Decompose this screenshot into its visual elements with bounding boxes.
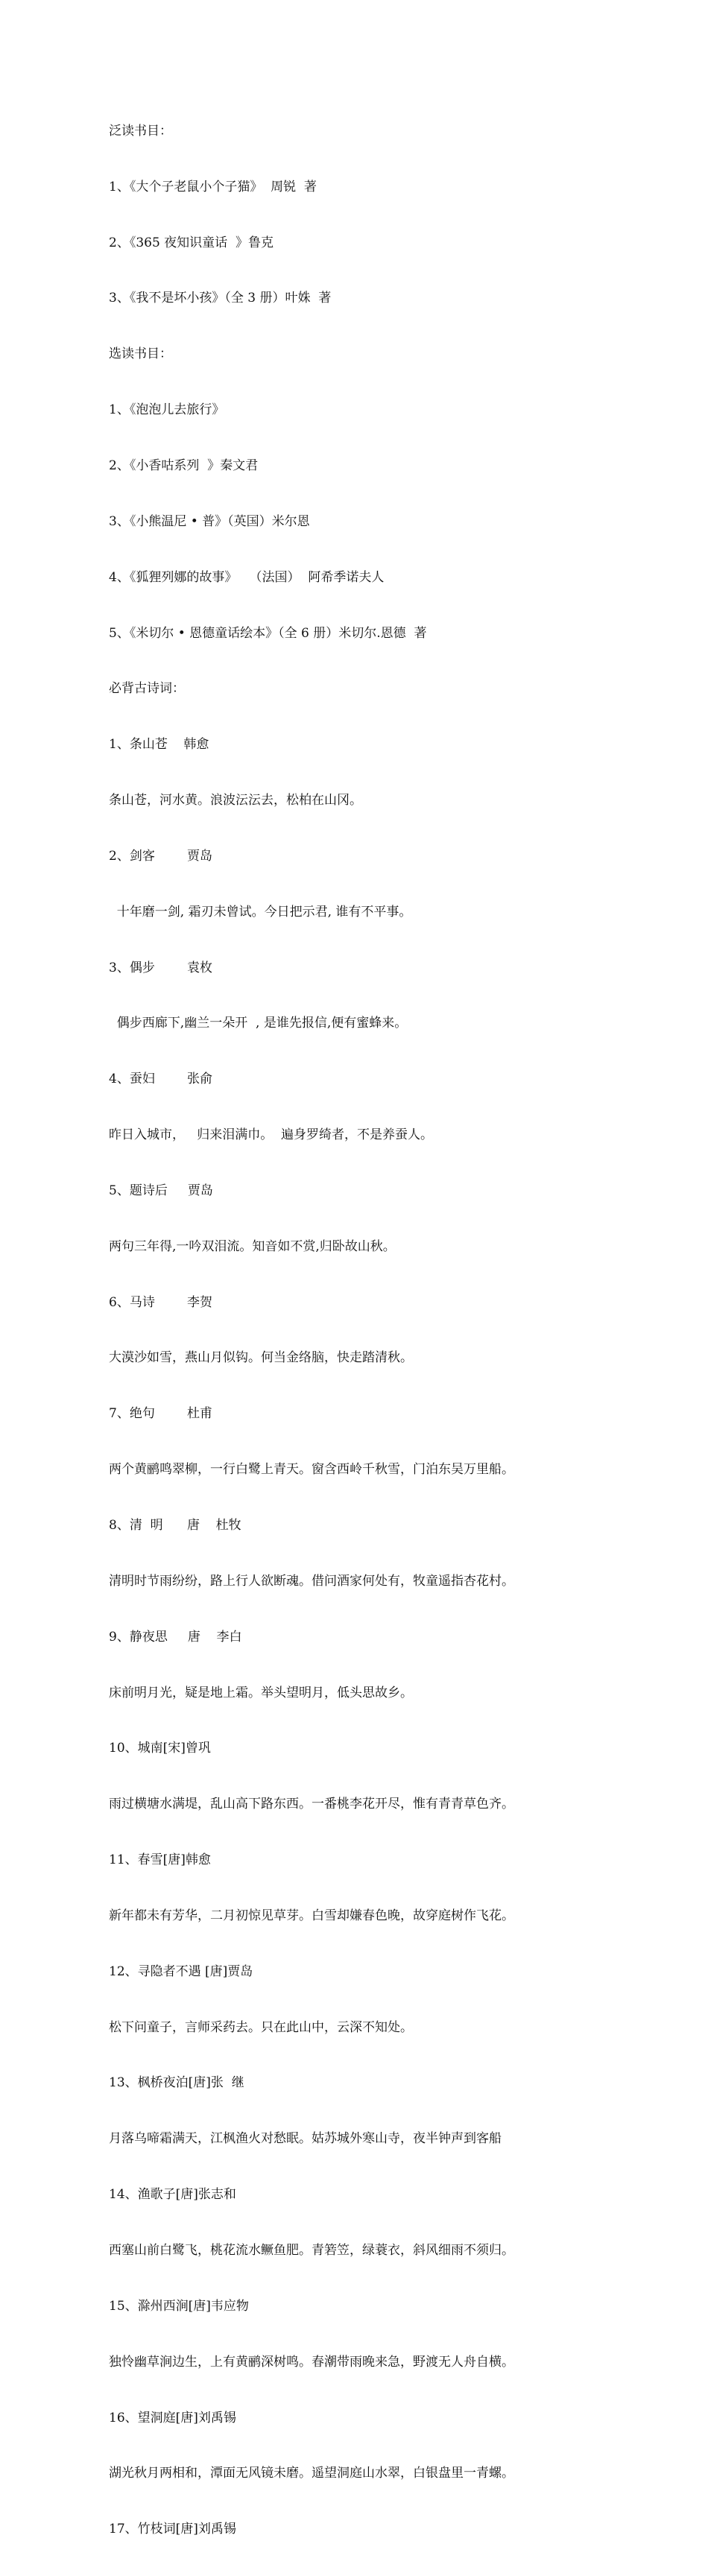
book-list-item: 2、《小香咕系列 》秦文君 [109, 458, 259, 473]
poem-text: 偶步西廊下,幽兰一朵开 , 是谁先报信,便有蜜蜂来。 [109, 1016, 408, 1031]
book-list-item: 4、《狐狸列娜的故事》 （法国） 阿希季诺夫人 [109, 569, 385, 585]
section-heading-poems: 必背古诗词： [109, 681, 185, 697]
poem-text: 昨日入城市， 归来泪满巾。 遍身罗绮者，不是养蚕人。 [109, 1127, 434, 1143]
poem-text: 松下问童子，言师采药去。只在此山中，云深不知处。 [109, 2019, 413, 2035]
poem-text: 清明时节雨纷纷，路上行人欲断魂。借问酒家何处有，牧童遥指杏花村。 [109, 1573, 514, 1589]
poem-title: 3、偶步 袁枚 [109, 960, 213, 975]
poem-text: 大漠沙如雪，燕山月似钩。何当金络脑，快走踏清秋。 [109, 1350, 413, 1366]
poem-title: 4、蚕妇 张俞 [109, 1072, 213, 1087]
poem-text: 两句三年得,一吟双泪流。知音如不赏,归卧故山秋。 [109, 1238, 396, 1254]
poem-title: 2、剑客 贾岛 [109, 848, 213, 864]
poem-title: 8、清 明 唐 杜牧 [109, 1518, 241, 1533]
poem-text: 雨过横塘水满堤，乱山高下路东西。一番桃李花开尽，惟有青青草色齐。 [109, 1797, 514, 1812]
poem-text: 湖光秋月两相和，潭面无风镜未磨。遥望洞庭山水翠，白银盘里一青螺。 [109, 2466, 514, 2481]
poem-title: 6、马诗 李贺 [109, 1294, 213, 1310]
book-list-item: 3、《我不是坏小孩》（全 3 册）叶姝 著 [109, 291, 332, 306]
poem-text: 新年都未有芳华，二月初惊见草芽。白雪却嫌春色晚，故穿庭树作飞花。 [109, 1908, 514, 1923]
poem-text: 月落乌啼霜满天，江枫渔火对愁眠。姑苏城外寒山寺，夜半钟声到客船 [109, 2131, 502, 2147]
document-body [109, 85, 645, 2576]
poem-title: 10、城南[宋]曾巩 [109, 1741, 211, 1756]
poem-text: 西塞山前白鹭飞，桃花流水鳜鱼肥。青箬笠，绿蓑衣，斜风细雨不须归。 [109, 2242, 514, 2258]
poem-title: 11、春雪[唐]韩愈 [109, 1852, 211, 1868]
poem-title: 1、条山苍 韩愈 [109, 737, 209, 753]
poem-text: 条山苍，河水黄。浪波沄沄去，松柏在山冈。 [109, 793, 362, 808]
poem-title: 9、静夜思 唐 李白 [109, 1629, 242, 1645]
book-list-item: 1、《泡泡儿去旅行》 [109, 402, 225, 418]
poem-title: 13、枫桥夜泊[唐]张 继 [109, 2075, 244, 2091]
poem-title: 12、寻隐者不遇 [唐]贾岛 [109, 1963, 253, 1979]
poem-title: 5、题诗后 贾岛 [109, 1183, 213, 1198]
poem-title: 15、滁州西涧[唐]韦应物 [109, 2298, 249, 2314]
poem-title: 16、望洞庭[唐]刘禹锡 [109, 2410, 236, 2425]
book-list-item: 3、《小熊温尼 • 普》（英国）米尔恩 [109, 513, 310, 529]
book-list-item: 2、《365 夜知识童话 》鲁克 [109, 235, 274, 250]
poem-title: 14、渔歌子[唐]张志和 [109, 2187, 236, 2203]
poem-text: 两个黄鹂鸣翠柳，一行白鹭上青天。窗含西岭千秋雪，门泊东吴万里船。 [109, 1462, 514, 1478]
poem-text: 独怜幽草涧边生，上有黄鹂深树鸣。春潮带雨晚来急，野渡无人舟自横。 [109, 2354, 514, 2370]
poem-title: 7、绝句 杜甫 [109, 1406, 213, 1422]
poem-text: 十年磨一剑, 霜刃未曾试。今日把示君, 谁有不平事。 [109, 904, 412, 920]
book-list-item: 1、《大个子老鼠小个子猫》 周锐 著 [109, 179, 317, 194]
section-heading-extensive-reading: 泛读书目： [109, 123, 172, 139]
poem-text: 床前明月光，疑是地上霜。举头望明月，低头思故乡。 [109, 1685, 413, 1700]
section-heading-selected-reading: 选读书目： [109, 346, 172, 362]
poem-title: 17、竹枝词[唐]刘禹锡 [109, 2522, 236, 2537]
book-list-item: 5、《米切尔 • 恩德童话绘本》（全 6 册）米切尔.恩德 著 [109, 625, 427, 641]
